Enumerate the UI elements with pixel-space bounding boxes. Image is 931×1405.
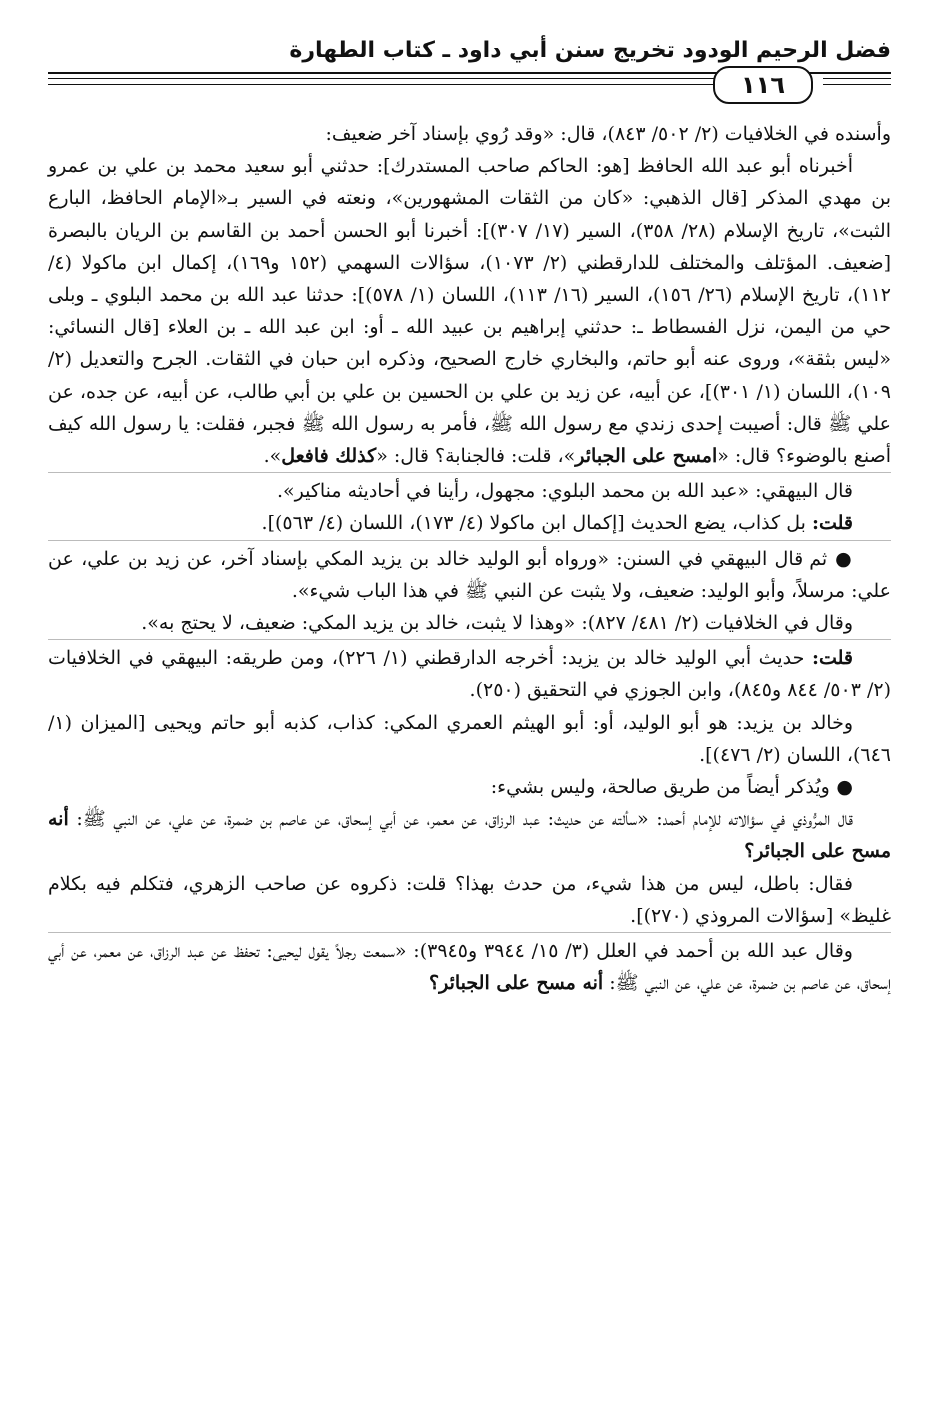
- text-run: وقال في الخلافيات (٢/ ٤٨١/ ٨٢٧): «وهذا لا يثبت، خالد بن يزيد المكي: ضعيف، لا يحتج به».: [141, 612, 853, 635]
- paragraph: [48, 150, 891, 472]
- bold-text: أنه مسح على الجبائر؟: [429, 972, 604, 995]
- header-rule: [823, 78, 891, 79]
- paragraph: [48, 771, 891, 803]
- paragraph: [48, 472, 891, 507]
- paragraph: [48, 639, 891, 706]
- text-run: »، قلت: فالجنابة؟ قال: «: [376, 445, 576, 468]
- text-run: فقال: باطل، ليس من هذا شيء، من حدث بهذا؟ قلت: ذكروه عن صاحب الزهري، فتكلم فيه بكلام غليظ» [سؤالات المروذي (٢٧٠)].: [48, 872, 891, 927]
- text-run: قال المرُّوذي في سؤالاته للإمام أحمد: «سألته عن حديث: عبد الرزاق، عن معمر، عن أبي إسحاق، عن عاصم بن ضمرة، عن علي، عن النبي ﷺ:: [68, 808, 853, 831]
- text-run: ».: [263, 445, 282, 468]
- text-run: حديث أبي الوليد خالد بن يزيد: أخرجه الدارقطني (١/ ٢٢٦)، ومن طريقه: البيهقي في الخلافيات (٢/ ٥٠٣/ ٨٤٤ و٨٤٥)، وابن الجوزي في التحقيق (٢٥٠).: [48, 647, 891, 702]
- text-run: بل كذاب، يضع الحديث [إكمال ابن ماكولا (٤/ ١٧٣)، اللسان (٤/ ٥٦٣)].: [261, 512, 812, 535]
- bold-text: قلت:: [811, 647, 853, 670]
- header-rule: [48, 78, 768, 79]
- paragraph: [48, 607, 891, 639]
- bullet-icon: ●: [827, 547, 853, 570]
- running-title: فضل الرحيم الودود تخريج سنن أبي داود ـ كتاب الطهارة: [289, 38, 891, 63]
- text-run: وخالد بن يزيد: هو أبو الوليد، أو: أبو الهيثم العمري المكي: كذاب، كذبه أبو حاتم ويحيى [الميزان (١/ ٦٤٦)، اللسان (٢/ ٤٧٦)].: [48, 711, 891, 766]
- text-run: ويُذكر أيضاً من طريق صالحة، وليس بشيء:: [490, 776, 830, 799]
- paragraph: [48, 118, 891, 150]
- text-run: أخبرناه أبو عبد الله الحافظ [هو: الحاكم صاحب المستدرك]: حدثني أبو سعيد محمد بن علي بن عمرو بن مهدي المذكر [قال الذهبي: «كان من الثقات المشهورين»، ونعته في السير بـ«الإمام الحافظ، البارع الثبت»، تاريخ الإسلام (٢٨/ ٣٥٨)، السير (١٧/ ٣٠٧)]: أخبرنا أبو الحسن أحمد بن القاسم بن الريان بالبصرة [ضعيف. المؤتلف والمختلف للدارقطني (٢/ ١٠٧٣)، سؤالات السهمي (١٥٢ و١٦٩)، إكمال ابن ماكولا (٤/ ١١٢)، تاريخ الإسلام (٢٦/ ١٥٦)، السير (١٦/ ١١٣)، اللسان (١/ ٥٧٨)]: حدثنا عبد الله بن محمد البلوي ـ وبلى حي من اليمن، نزل الفسطاط ـ: حدثني إبراهيم بن عبيد الله ـ أو: ابن عبد الله ـ بن العلاء [قال النسائي: «ليس بثقة»، وروى عنه أبو حاتم، والبخاري خارج الصحيح، وذكره ابن حبان في الثقات. الجرح والتعديل (٢/ ١٠٩)، اللسان (١/ ٣٠١)]، عن أبيه، عن زيد بن علي بن الحسين بن علي بن أبي طالب، عن أبيه، عن جده، عن علي ﷺ قال: أصيبت إحدى زندي مع رسول الله ﷺ، فأمر به رسول الله ﷺ فجبر، فقلت: يا رسول الله كيف أصنع بالوضوء؟ قال: «: [48, 155, 892, 468]
- paragraph: [48, 868, 891, 932]
- paragraph: [48, 707, 891, 771]
- bold-text: كذلك فافعل: [281, 445, 377, 468]
- page-body: [48, 118, 891, 999]
- page-header: [48, 38, 891, 108]
- header-rule: [823, 84, 891, 85]
- bold-text: أنه مسح على الجبائر؟: [48, 808, 891, 863]
- paragraph: [48, 540, 891, 607]
- page-number: ١١٦: [713, 66, 813, 104]
- paragraph: [48, 507, 891, 539]
- bold-text: امسح على الجبائر: [575, 445, 718, 468]
- text-run: وقال عبد الله بن أحمد في العلل (٣/ ١٥/ ٣٩٤٤ و٣٩٤٥): «سمعت رجلاً يقول ليحيى: تحفظ عن عبد الرزاق، عن معمر، عن أبي إسحاق، عن عاصم بن ضمرة، عن علي، عن النبي ﷺ:: [48, 940, 891, 995]
- paragraph: [48, 803, 891, 867]
- text-run: وأسنده في الخلافيات (٢/ ٥٠٢/ ٨٤٣)، قال: «وقد رُوي بإسناد آخر ضعيف:: [325, 123, 891, 145]
- paragraph: [48, 932, 891, 999]
- bold-text: قلت:: [811, 512, 853, 535]
- text-run: قال البيهقي: «عبد الله بن محمد البلوي: مجهول، رأينا في أحاديثه مناكير».: [276, 480, 853, 503]
- text-run: ثم قال البيهقي في السنن: «ورواه أبو الوليد خالد بن يزيد المكي بإسناد آخر، عن زيد بن علي، عن علي: مرسلاً، وأبو الوليد: ضعيف، ولا يثبت عن النبي ﷺ في هذا الباب شيء».: [48, 547, 891, 602]
- header-rule: [48, 84, 768, 85]
- bullet-icon: ●: [829, 776, 853, 799]
